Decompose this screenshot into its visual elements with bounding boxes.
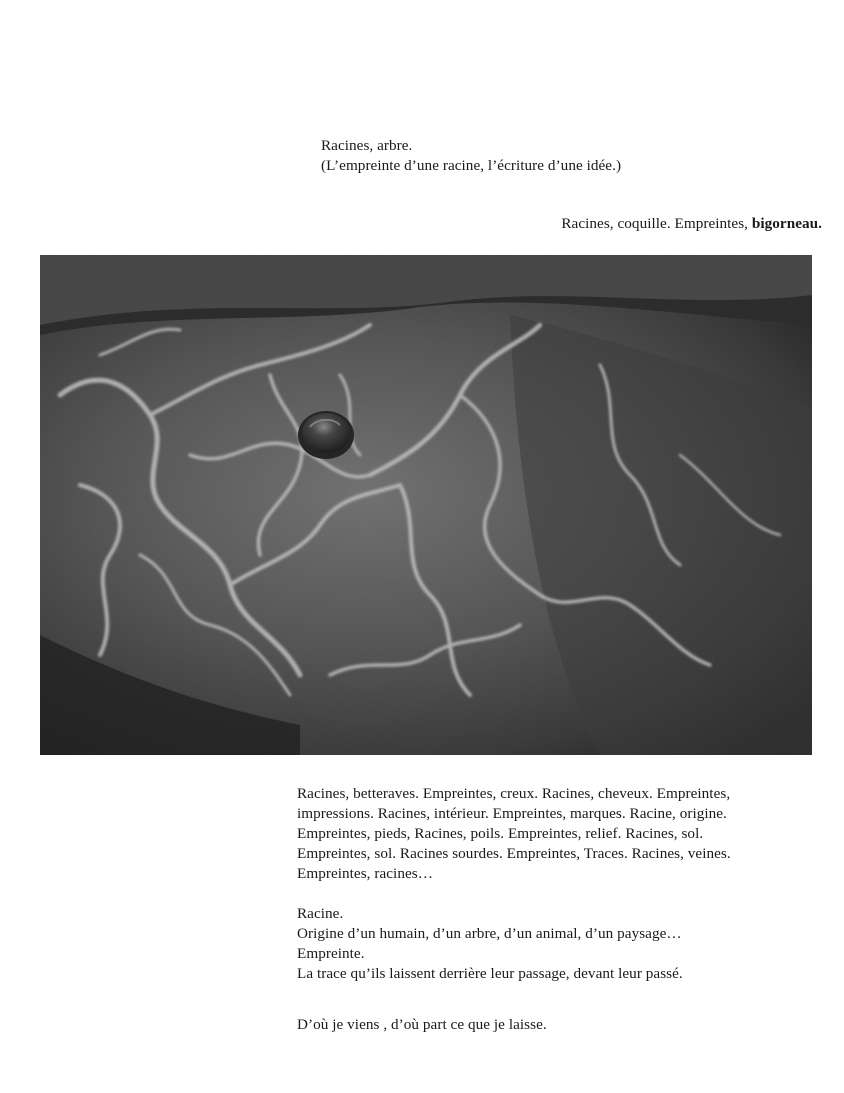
photo-caption [561,214,822,234]
p1-line-4: Empreintes, sol. Racines sourdes. Empreintes, Traces. Racines, veines. [297,845,731,862]
p2-line-1: Racine. [297,905,344,922]
body-text [297,784,797,1035]
p1-line-1: Racines, betteraves. Empreintes, creux. Racines, cheveux. Empreintes, [297,785,731,802]
closing-line: D’où je viens , d’où part ce que je laisse. [297,1016,547,1033]
p1-line-3: Empreintes, pieds, Racines, poils. Empreintes, relief. Racines, sol. [297,825,704,842]
rock-photo [40,255,812,755]
caption-bold: bigorneau. [751,215,822,232]
p2-line-3: Empreinte. [297,945,365,962]
intro-line-2: (L’empreinte d’une racine, l’écriture d’une idée.) [321,157,622,174]
p1-line-5: Empreintes, racines… [297,865,433,882]
p2-line-2: Origine d’un humain, d’un arbre, d’un animal, d’un paysage… [297,925,682,942]
paragraph-2 [297,904,797,984]
intro-block [321,136,801,176]
caption-text: Racines, coquille. Empreintes, [561,215,752,232]
intro-line-1: Racines, arbre. [321,137,413,154]
p1-line-2: impressions. Racines, intérieur. Empreintes, marques. Racine, origine. [297,805,727,822]
p2-line-4: La trace qu’ils laissent derrière leur passage, devant leur passé. [297,965,683,982]
paragraph-1 [297,784,797,884]
